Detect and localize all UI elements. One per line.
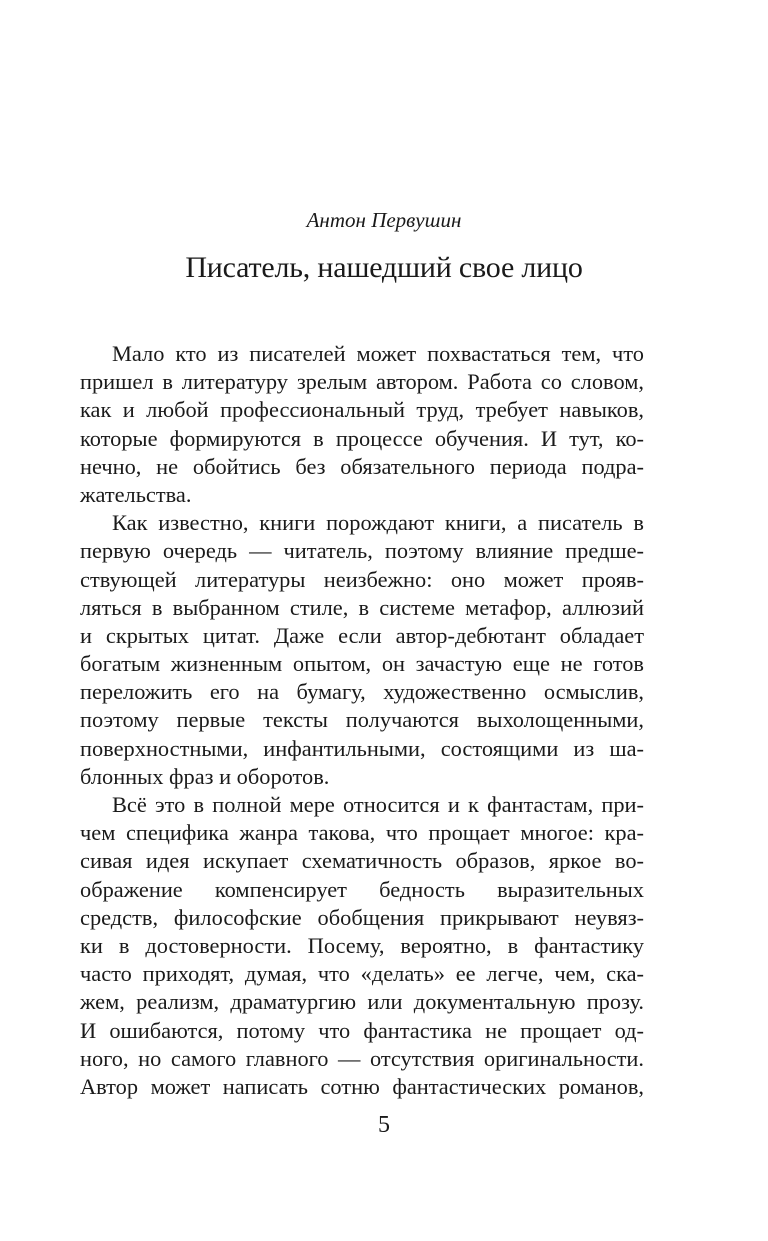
- text-line: ки в достоверности. Посему, вероятно, в фантастику: [80, 932, 644, 958]
- text-line: поэтому первые тексты получаются выхолощенными,: [80, 707, 644, 733]
- paragraph: [80, 509, 644, 791]
- text-line: Всё это в полной мере относится и к фантастам, при-: [112, 792, 644, 817]
- text-line: которые формируются в процессе обучения. И тут, ко-: [80, 425, 644, 451]
- text-line: ствующей литературы неизбежно: оно может прояв-: [80, 566, 644, 592]
- text-line: богатым жизненным опытом, он зачастую еще не готов: [80, 651, 644, 677]
- text-line: жем, реализм, драматургию или документальную прозу.: [80, 989, 644, 1015]
- text-line: жательства.: [80, 481, 192, 507]
- paragraph: [80, 791, 644, 1101]
- text-line: ображение компенсирует бедность выразительных: [80, 876, 644, 902]
- text-line: Мало кто из писателей может похвастаться тем, что: [112, 341, 644, 366]
- text-line: И ошибаются, потому что фантастика не прощает од-: [80, 1017, 644, 1043]
- text-line: и скрытых цитат. Даже если автор-дебютант обладает: [80, 622, 644, 648]
- text-line: ного, но самого главного — отсутствия оригинальности.: [80, 1045, 644, 1071]
- text-line: поверхностными, инфантильными, состоящими из ша-: [80, 735, 644, 761]
- text-line: Автор может написать сотню фантастических романов,: [80, 1073, 644, 1099]
- text-line: нечно, не обойтись без обязательного периода подра-: [80, 453, 644, 479]
- body-text: [80, 340, 644, 1101]
- text-line: пришел в литературу зрелым автором. Работа со словом,: [80, 369, 644, 395]
- text-line: ляться в выбранном стиле, в системе метафор, аллюзий: [80, 594, 644, 620]
- paragraph: [80, 340, 644, 509]
- text-line: блонных фраз и оборотов.: [80, 763, 330, 789]
- text-line: чем специфика жанра такова, что прощает многое: кра-: [80, 820, 644, 846]
- text-line: средств, философские обобщения прикрывают неувяз-: [80, 904, 644, 930]
- text-line: переложить его на бумагу, художественно осмыслив,: [80, 679, 644, 705]
- text-line: Как известно, книги порождают книги, а писатель в: [112, 510, 644, 536]
- author-name: Антон Первушин: [306, 208, 462, 232]
- text-line: как и любой профессиональный труд, требует навыков,: [80, 397, 644, 423]
- text-line: часто приходят, думая, что «делать» ее легче, чем, ска-: [80, 961, 644, 987]
- text-line: первую очередь — читатель, поэтому влияние предше-: [80, 538, 644, 564]
- text-line: сивая идея искупает схематичность образов, яркое во-: [80, 848, 644, 874]
- chapter-title: Писатель, нашедший свое лицо: [185, 251, 583, 284]
- page-number: 5: [378, 1112, 390, 1138]
